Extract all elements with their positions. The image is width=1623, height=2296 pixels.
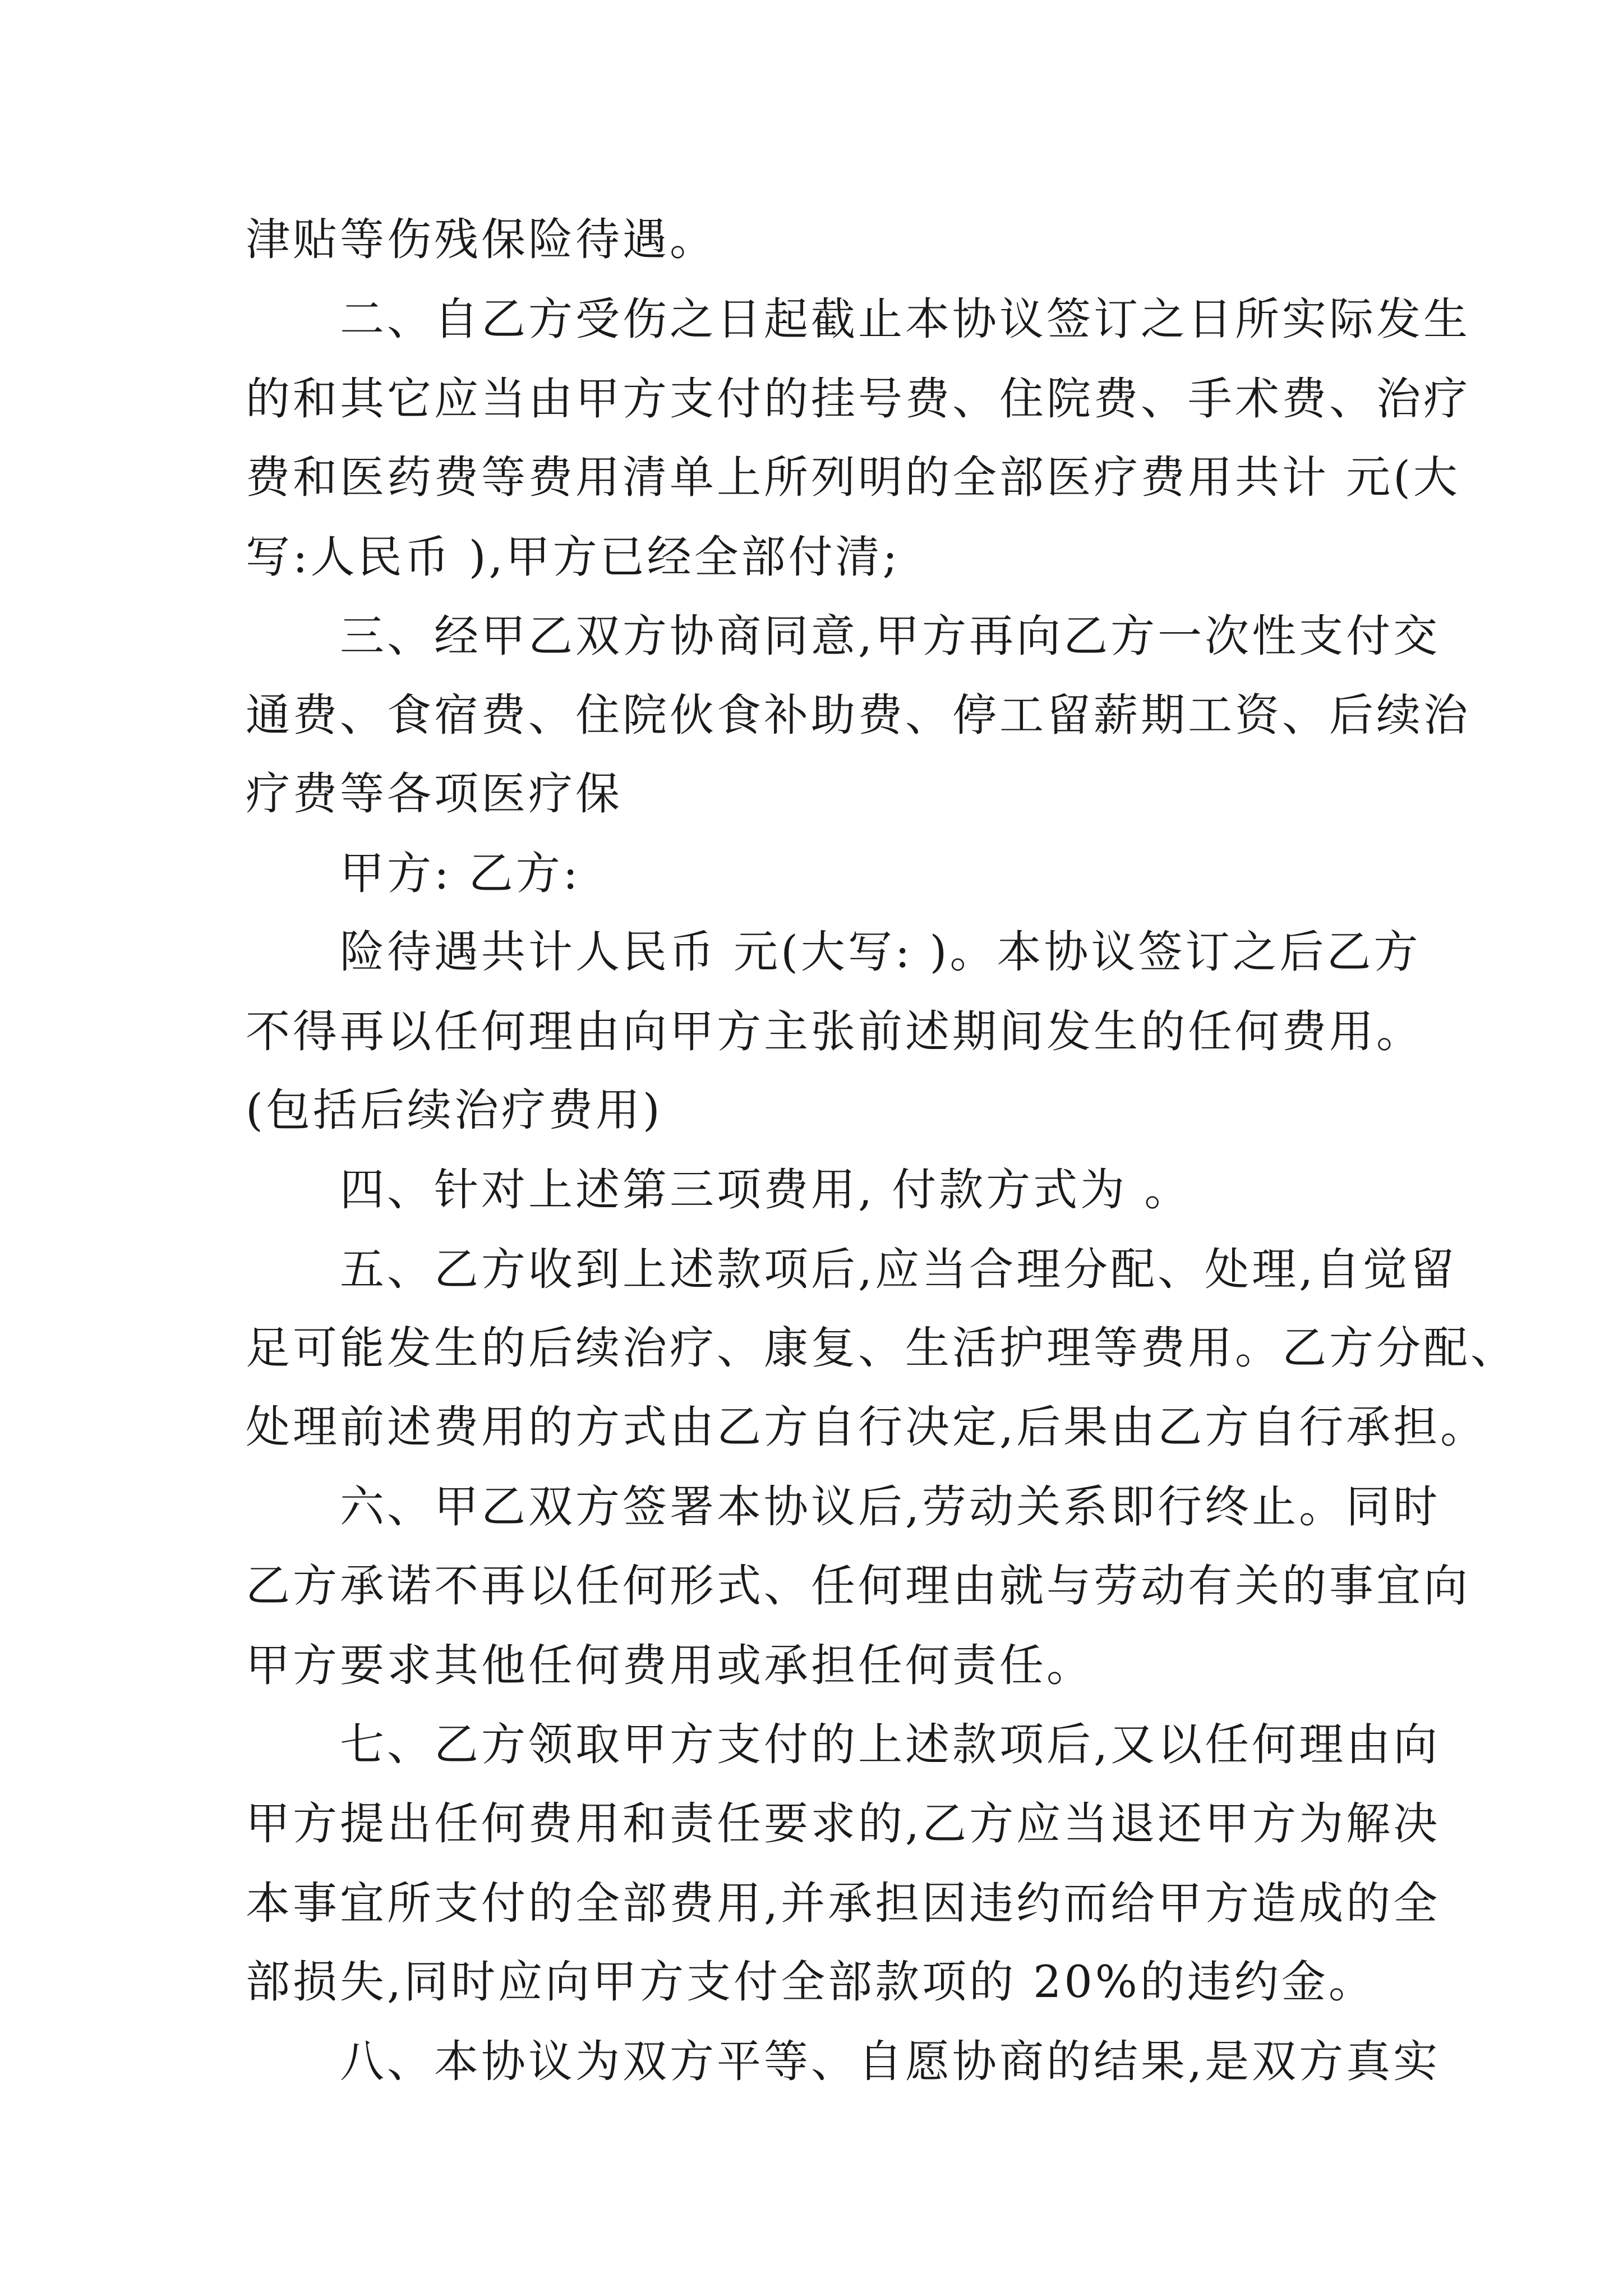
signature-line: 甲方: 乙方: [340, 848, 581, 899]
paragraph-line: (包括后续治疗费用) [246, 1084, 663, 1136]
paragraph-line: 不得再以任何理由向甲方主张前述期间发生的任何费用。 [246, 1006, 1423, 1057]
paragraph-line: 四、针对上述第三项费用, 付款方式为 。 [340, 1164, 1192, 1216]
paragraph-line: 险待遇共计人民币 元(大写: )。本协议签订之后乙方 [340, 926, 1421, 978]
paragraph-line: 六、甲乙双方签署本协议后,劳动关系即行终止。同时 [340, 1481, 1441, 1533]
paragraph-line: 八、本协议为双方平等、自愿协商的结果,是双方真实 [340, 2036, 1441, 2087]
paragraph-line: 五、乙方收到上述款项后,应当合理分配、处理,自觉留 [340, 1244, 1458, 1295]
paragraph-line: 七、乙方领取甲方支付的上述款项后,又以任何理由向 [340, 1719, 1441, 1770]
paragraph-line: 通费、食宿费、住院伙食补助费、停工留薪期工资、后续治 [246, 689, 1470, 741]
paragraph-line: 足可能发生的后续治疗、康复、生活护理等费用。乙方分配、 [246, 1322, 1518, 1374]
paragraph-line: 疗费等各项医疗保 [246, 768, 623, 820]
paragraph-line: 三、经甲乙双方协商同意,甲方再向乙方一次性支付交 [340, 610, 1441, 662]
paragraph-line: 本事宜所支付的全部费用,并承担因违约而给甲方造成的全 [246, 1878, 1441, 1929]
paragraph-line: 的和其它应当由甲方支付的挂号费、住院费、手术费、治疗 [246, 373, 1470, 425]
paragraph-line: 费和医药费等费用清单上所列明的全部医疗费用共计 元(大 [246, 452, 1460, 503]
paragraph-line: 写:人民币 ),甲方已经全部付清; [246, 531, 901, 583]
paragraph-line: 部损失,同时应向甲方支付全部款项的 20%的违约金。 [246, 1956, 1376, 2008]
paragraph-line: 乙方承诺不再以任何形式、任何理由就与劳动有关的事宜向 [246, 1560, 1470, 1612]
paragraph-line: 津贴等伤残保险待遇。 [246, 214, 717, 265]
paragraph-line: 处理前述费用的方式由乙方自行决定,后果由乙方自行承担。 [246, 1401, 1488, 1453]
paragraph-line: 甲方提出任何费用和责任要求的,乙方应当退还甲方为解决 [246, 1798, 1441, 1849]
paragraph-line: 二、自乙方受伤之日起截止本协议签订之日所实际发生 [340, 293, 1470, 345]
paragraph-line: 甲方要求其他任何费用或承担任何责任。 [246, 1640, 1094, 1691]
